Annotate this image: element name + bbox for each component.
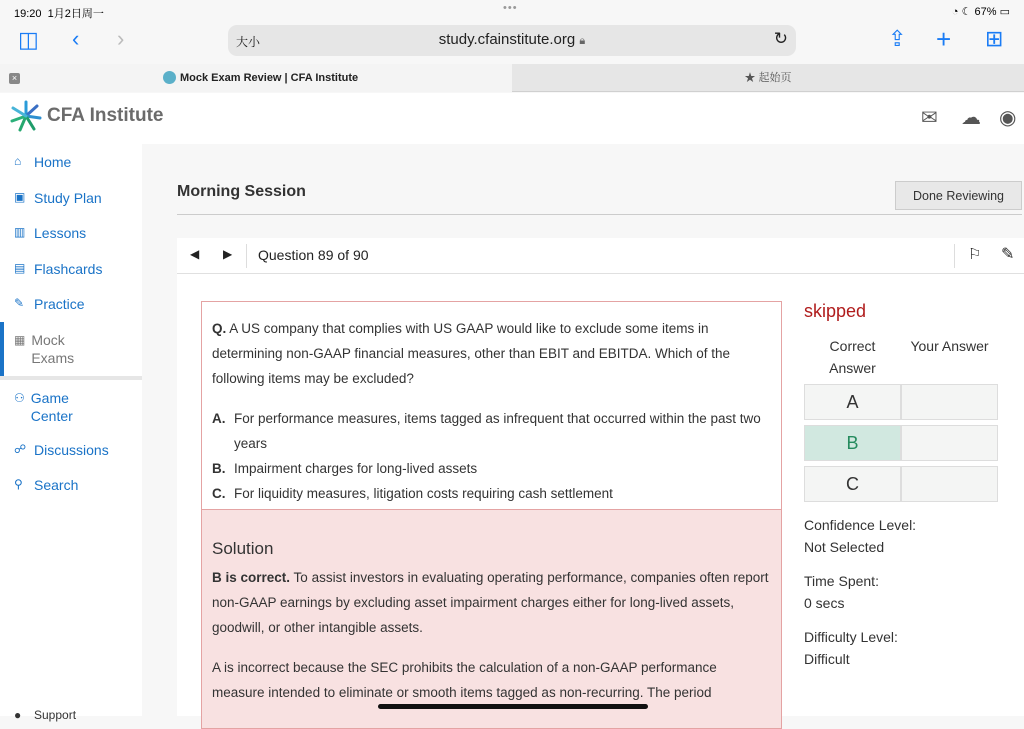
search-icon: ⚲ xyxy=(14,477,23,491)
tab-start-page[interactable] xyxy=(512,64,1024,92)
difficulty-value: Difficult xyxy=(804,651,850,667)
sidebar-item-home[interactable] xyxy=(14,154,71,170)
brand-name: CFA Institute xyxy=(47,105,164,126)
correct-answer-header: Correct Answer xyxy=(829,338,876,376)
option-text: Impairment charges for long-lived assets xyxy=(234,461,478,476)
lock-icon: 🔒︎ xyxy=(579,35,586,47)
status-bar xyxy=(0,0,1024,22)
tab-mock-exam-review[interactable] xyxy=(0,64,512,92)
question-nav-bar xyxy=(177,238,1024,274)
cfa-logo-icon xyxy=(10,100,42,132)
option-letter: C. xyxy=(212,486,226,501)
user-profile-icon[interactable]: ◉ xyxy=(999,107,1017,129)
question-stem xyxy=(212,316,771,391)
mail-icon[interactable]: ✉ xyxy=(921,107,938,129)
correct-cell-highlighted: B xyxy=(804,425,901,461)
option-b xyxy=(212,456,771,481)
option-text: For performance measures, items tagged as infrequent that occurred within the past two years xyxy=(234,411,761,451)
solution-text: To assist investors in evaluating operating performance, companies often report non-GAAP earnings by excluding asset impairment charges either for long-lived assets, goodwill, or other intangible assets. xyxy=(212,570,769,635)
calendar-icon: ▣ xyxy=(14,190,26,204)
your-answer-cell xyxy=(901,384,998,420)
difficulty-label: Difficulty Level: xyxy=(804,629,898,645)
solution-paragraph xyxy=(212,565,771,640)
nav-label: Home xyxy=(34,154,72,170)
multitask-dots[interactable]: ••• xyxy=(503,2,518,14)
pencil-icon[interactable]: ✎ xyxy=(1001,246,1015,263)
support-icon: ● xyxy=(14,708,22,722)
nav-label: Support xyxy=(34,708,77,722)
option-text: For liquidity measures, litigation costs requiring cash settlement xyxy=(234,486,613,501)
solution-paragraph-2: A is incorrect because the SEC prohibits the calculation of a non-GAAP performance measure intended to eliminate or smooth items tagged as non-recurring. The period xyxy=(212,660,717,700)
your-answer-header: Your Answer xyxy=(910,338,989,354)
nav-label: Game Center xyxy=(30,390,73,424)
answer-row-a xyxy=(804,384,1004,420)
tab-label: Mock Exam Review | CFA Institute xyxy=(180,72,359,84)
sidebar-item-game-center[interactable] xyxy=(14,389,89,425)
divider xyxy=(954,244,955,268)
nav-label: Flashcards xyxy=(34,261,103,277)
gamepad-icon: ⚇ xyxy=(14,391,25,405)
site-header xyxy=(0,93,1024,144)
sidebar-item-study-plan[interactable] xyxy=(14,190,102,206)
main-content xyxy=(142,144,1024,716)
close-tab-icon[interactable]: × xyxy=(9,73,20,84)
solution-heading: Solution xyxy=(212,539,274,558)
confidence-value: Not Selected xyxy=(804,539,885,555)
home-icon: ⌂ xyxy=(14,154,22,168)
option-a xyxy=(212,406,771,456)
question-text: A US company that complies with US GAAP would like to exclude some items in determining non-GAAP financial measures, other than EBIT and EBITDA. Which of the following items may be excluded? xyxy=(212,321,731,386)
url-text xyxy=(228,31,796,48)
difficulty-info xyxy=(804,626,1004,670)
favicon-icon xyxy=(163,71,176,84)
cloud-sync-icon[interactable]: ☁ xyxy=(961,107,981,129)
your-answer-cell xyxy=(901,425,998,461)
question-box xyxy=(201,301,782,509)
star-icon: ★ xyxy=(744,72,756,84)
browser-toolbar xyxy=(0,22,1024,64)
nav-label: Practice xyxy=(34,296,85,312)
solution-box xyxy=(201,509,782,729)
book-icon: ▥ xyxy=(14,225,26,239)
status-right: ◔ ☾ 67% ▭ xyxy=(951,6,1010,18)
divider xyxy=(246,244,247,268)
sidebar xyxy=(0,144,142,722)
correct-cell: A xyxy=(804,384,901,420)
address-bar[interactable] xyxy=(228,25,796,56)
divider xyxy=(0,376,142,380)
page-title: Morning Session xyxy=(177,183,306,200)
options-list xyxy=(212,406,771,506)
active-indicator xyxy=(0,322,4,376)
sidebar-item-discussions[interactable] xyxy=(14,442,109,458)
nav-label: Lessons xyxy=(34,225,87,241)
done-reviewing-button[interactable]: Done Reviewing xyxy=(895,181,1022,210)
home-indicator[interactable] xyxy=(378,704,648,709)
share-icon[interactable]: ⇪ xyxy=(888,26,907,51)
option-letter: B. xyxy=(212,461,226,476)
nav-label: Study Plan xyxy=(34,190,102,206)
answer-headers xyxy=(804,335,1004,379)
question-counter: Question 89 of 90 xyxy=(258,247,369,263)
time-value: 0 secs xyxy=(804,595,845,611)
next-question-icon[interactable]: ▶ xyxy=(223,247,233,261)
answer-row-b xyxy=(804,425,1004,461)
sidebar-item-search[interactable] xyxy=(14,477,78,493)
previous-question-icon[interactable]: ◀ xyxy=(190,247,200,261)
chat-icon: ☍ xyxy=(14,442,27,456)
option-c xyxy=(212,481,771,506)
nav-label: Mock Exams xyxy=(31,332,75,366)
sidebar-item-lessons[interactable] xyxy=(14,225,86,241)
tab-overview-icon[interactable]: ⊞ xyxy=(985,26,1004,51)
reload-icon[interactable]: ↻ xyxy=(773,29,788,48)
nav-label: Search xyxy=(34,477,79,493)
status-time xyxy=(14,5,104,21)
tab-bar xyxy=(0,64,1024,92)
exam-icon: ▦ xyxy=(14,333,26,347)
forward-icon[interactable]: › xyxy=(117,26,125,51)
nav-label: Discussions xyxy=(34,442,109,458)
bookmark-icon[interactable]: ⚐ xyxy=(968,246,982,263)
tab-label: 起始页 xyxy=(758,72,792,84)
time-label: Time Spent: xyxy=(804,573,879,589)
sidebar-item-mock-exams[interactable] xyxy=(14,331,89,367)
date: 1月2日周一 xyxy=(47,8,104,20)
new-tab-icon[interactable]: + xyxy=(936,24,952,54)
option-letter: A. xyxy=(212,411,226,426)
text-size-button[interactable]: 大小 xyxy=(236,35,261,49)
question-prefix: Q. xyxy=(212,321,227,336)
your-answer-cell xyxy=(901,466,998,502)
battery-level: 67% xyxy=(974,6,997,18)
question-panel xyxy=(177,274,1024,716)
confidence-info xyxy=(804,514,1004,558)
cfa-logo[interactable] xyxy=(10,100,163,132)
url: study.cfainstitute.org xyxy=(438,31,576,48)
answer-summary xyxy=(804,301,1004,670)
practice-icon: ✎ xyxy=(14,296,25,310)
time: 19:20 xyxy=(14,8,42,20)
back-icon[interactable]: ‹ xyxy=(72,26,80,51)
divider xyxy=(177,214,1022,215)
flashcards-icon: ▤ xyxy=(14,261,26,275)
result-status: skipped xyxy=(804,301,867,321)
time-info xyxy=(804,570,1004,614)
sidebar-toggle-icon[interactable]: ◫ xyxy=(18,27,39,52)
sidebar-item-practice[interactable] xyxy=(14,296,85,312)
correct-cell: C xyxy=(804,466,901,502)
sidebar-item-flashcards[interactable] xyxy=(14,261,102,277)
confidence-label: Confidence Level: xyxy=(804,517,917,533)
answer-row-c xyxy=(804,466,1004,502)
solution-lead: B is correct. xyxy=(212,570,291,585)
sidebar-item-support[interactable] xyxy=(14,708,76,722)
